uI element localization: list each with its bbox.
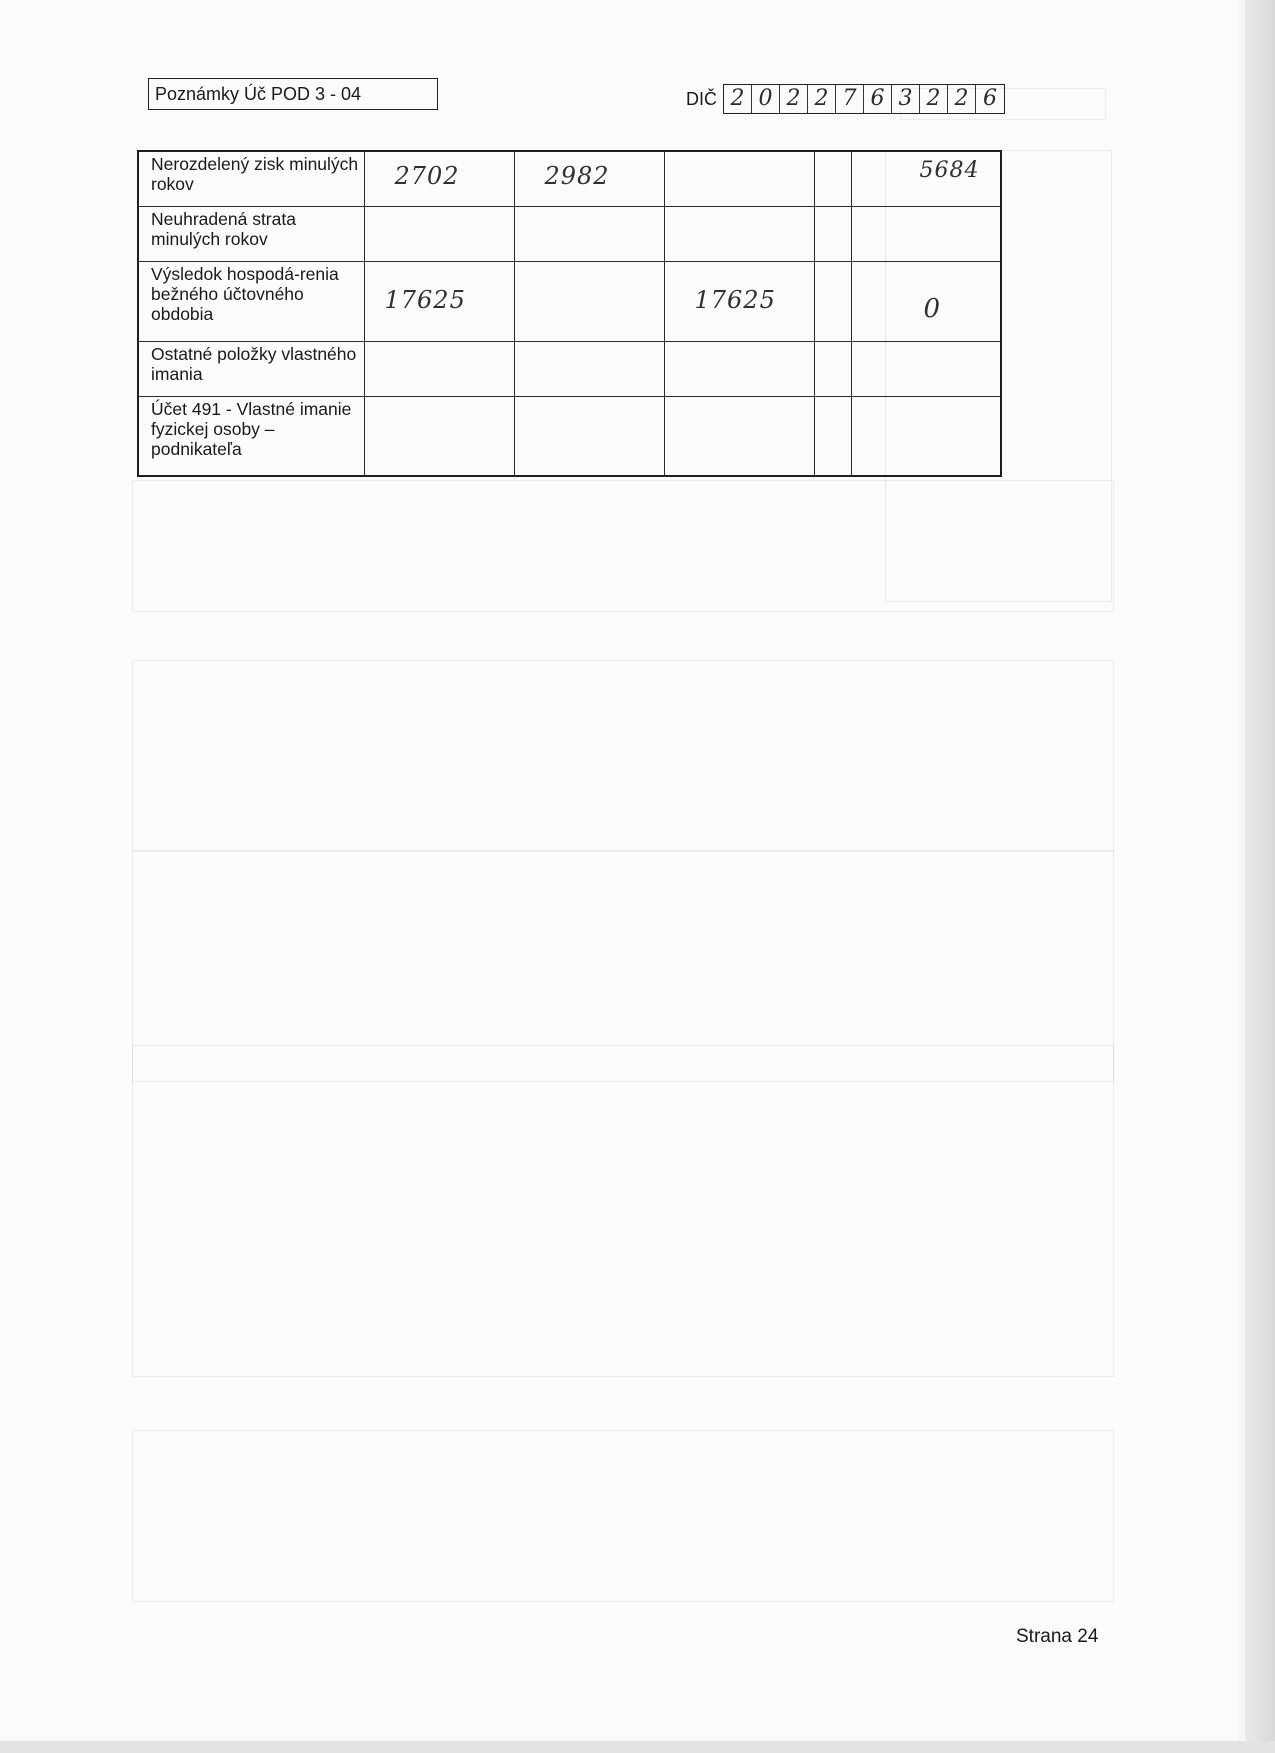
table-cell [814, 341, 851, 396]
dic-digit: 2 [780, 85, 808, 113]
form-title: Poznámky Úč POD 3 - 04 [155, 84, 362, 104]
dic-field [686, 84, 1005, 114]
table-row [138, 206, 1001, 261]
dic-digit: 3 [892, 85, 920, 113]
table-cell [814, 261, 851, 341]
table-cell [364, 206, 514, 261]
dic-digit: 2 [724, 85, 752, 113]
dic-digit: 2 [808, 85, 836, 113]
scan-edge [1245, 0, 1275, 1753]
table-cell [814, 151, 851, 206]
row-label: Neuhradená strata minulých rokov [138, 206, 364, 261]
handwritten-value: 5684 [919, 158, 980, 183]
dic-digit: 7 [836, 85, 864, 113]
handwritten-value: 0 [923, 293, 942, 324]
table-cell [664, 396, 814, 476]
table-cell [514, 341, 664, 396]
table-cell [664, 151, 814, 206]
row-label: Ostatné položky vlastného imania [138, 341, 364, 396]
scan-edge-bottom [0, 1741, 1275, 1753]
dic-digit: 6 [983, 86, 997, 111]
table-cell [514, 261, 664, 341]
dic-digit: 6 [864, 85, 892, 113]
bleed-through-table [132, 1045, 1114, 1377]
form-title-box [148, 78, 438, 110]
bleed-through-table [132, 660, 1114, 852]
table-row [138, 396, 1001, 476]
table-cell [514, 206, 664, 261]
table-cell [851, 341, 1001, 396]
dic-digit: 2 [948, 85, 976, 113]
table-cell [814, 206, 851, 261]
table-row [138, 151, 1001, 206]
table-cell [514, 396, 664, 476]
table-row [138, 341, 1001, 396]
table-cell [851, 261, 1001, 341]
page-number: Strana 24 [1016, 1626, 1099, 1647]
table-cell [364, 261, 514, 341]
table-cell [664, 261, 814, 341]
table-cell [364, 396, 514, 476]
handwritten-value: 2982 [544, 162, 610, 190]
handwritten-value: 17625 [384, 285, 466, 314]
table-cell [664, 341, 814, 396]
bleed-through-table [132, 1430, 1114, 1602]
row-label: Účet 491 - Vlastné imanie fyzickej osoby – podnikateľa [138, 396, 364, 476]
table-cell [851, 206, 1001, 261]
handwritten-value: 17625 [694, 285, 776, 314]
dic-label: DIČ [686, 88, 717, 109]
handwritten-value: 2702 [394, 162, 460, 190]
table-cell [814, 396, 851, 476]
dic-digit: 0 [752, 85, 780, 113]
table-row [138, 261, 1001, 341]
table-cell [364, 151, 514, 206]
handwritten-value [665, 152, 814, 162]
table-cell [664, 206, 814, 261]
row-label: Nerozdelený zisk minulých rokov [138, 151, 364, 206]
equity-table [137, 150, 1002, 477]
table-cell [364, 341, 514, 396]
row-label: Výsledok hospodá-renia bežného účtovného obdobia [138, 261, 364, 341]
dic-digit-boxes [723, 84, 1005, 114]
table-cell [851, 396, 1001, 476]
table-cell [851, 151, 1001, 206]
dic-digit: 2 [920, 85, 948, 113]
table-cell [514, 151, 664, 206]
